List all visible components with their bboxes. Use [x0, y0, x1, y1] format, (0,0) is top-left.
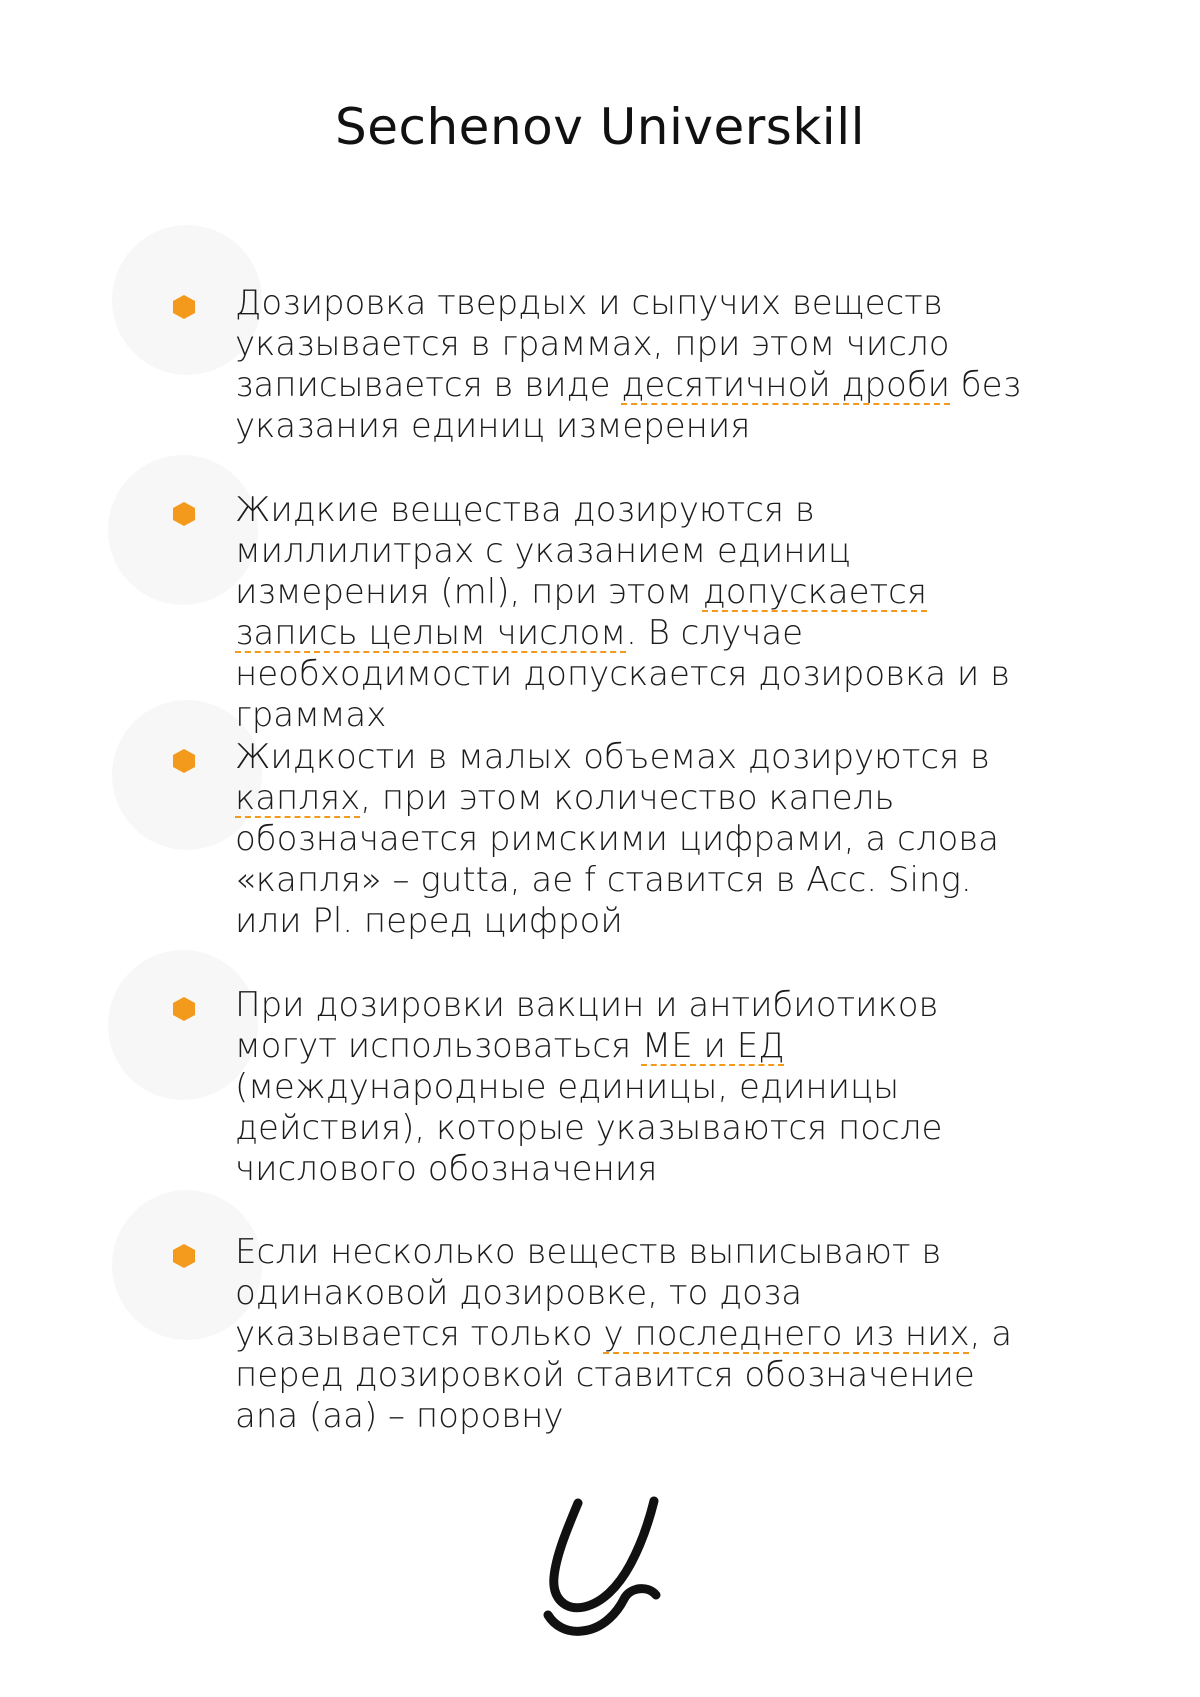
hexagon-bullet-icon	[172, 501, 196, 527]
page-title: Sechenov Universkill	[335, 98, 865, 156]
list-item-text: Если несколько веществ выписывают в одинаковой дозировке, то доза указывается только у последнего из них, а перед дозировкой ставится обозначение ana (aa) – поровну	[235, 1232, 1013, 1436]
highlighted-term: каплях	[235, 778, 361, 818]
hexagon-bullet-icon	[172, 748, 196, 774]
universkill-logo-icon	[538, 1495, 668, 1640]
highlighted-term: у последнего из них	[603, 1314, 970, 1354]
highlighted-term: допускается запись целым числом	[235, 572, 927, 653]
list-item	[235, 1232, 1035, 1437]
hexagon-bullet-icon	[172, 996, 196, 1022]
list-item	[235, 490, 1035, 736]
list-item-text: Жидкости в малых объемах дозируются в каплях, при этом количество капель обозначается римскими цифрами, а слова «капля» – gutta, ae f ставится в Acc. Sing. или Pl. перед цифрой	[235, 737, 1000, 941]
list-item	[235, 985, 1035, 1190]
hexagon-bullet-icon	[172, 294, 196, 320]
highlighted-term: МЕ и ЕД	[641, 1026, 785, 1066]
list-item	[235, 283, 1035, 447]
list-item-text: При дозировки вакцин и антибиотиков могут использоваться МЕ и ЕД (международные единицы, единицы действия), которые указываются после числового обозначения	[235, 985, 943, 1189]
list-item-text: Жидкие вещества дозируются в миллилитрах с указанием единиц измерения (ml), при этом допускается запись целым числом. В случае необходимости допускается дозировка и в граммах	[235, 490, 1011, 735]
hexagon-bullet-icon	[172, 1243, 196, 1269]
list-item-text: Дозировка твердых и сыпучих веществ указывается в граммах, при этом число записывается в виде десятичной дроби без указания единиц измерения	[235, 283, 1021, 446]
list-item	[235, 737, 1035, 942]
highlighted-term: десятичной дроби	[621, 365, 951, 405]
